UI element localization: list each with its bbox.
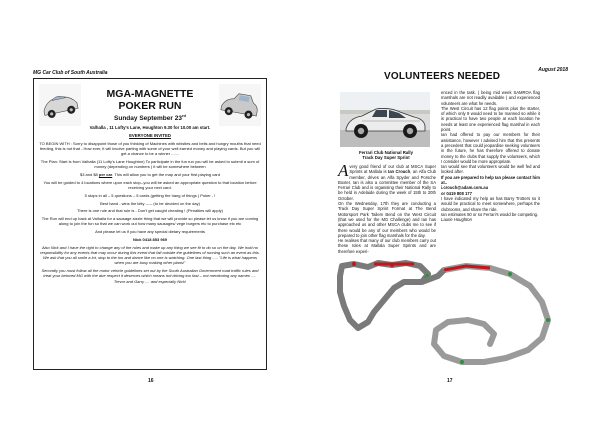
poker-run-poster bbox=[33, 78, 267, 370]
poster-best-hand: Best hand - wins the kitty ----- (to be decided on the day) bbox=[100, 200, 200, 206]
ferrari-photo bbox=[340, 92, 430, 147]
caption-line1: Ferrari Club National Rally bbox=[359, 150, 413, 155]
poster-stops: 5 stops in all – 5 questions – 5 cards (getting the hang of things ) Poker - ! bbox=[84, 192, 216, 198]
west-circuit-map bbox=[334, 258, 556, 372]
poster-venue: Valhalla , 11 Lofty's Lane, Houghton 9.30 for 10.00 am start. bbox=[89, 125, 211, 131]
magnette-car-image-right bbox=[219, 84, 261, 126]
contact-phone: or 0419 808 177 bbox=[441, 190, 472, 196]
contact-email[interactable]: i.crouch@adam.com.au bbox=[441, 185, 489, 191]
page-number-right: 17 bbox=[447, 378, 453, 384]
poster-locations: You will be guided to 4 locations where upon each stop--you will be asked an appropriate question to that location before receiving your next card. bbox=[43, 179, 257, 190]
para1-start: very good friend of our club at MSCA Super Sprints at Mallala is bbox=[349, 164, 436, 175]
article-title: VOLUNTEERS NEEDED bbox=[384, 71, 501, 82]
poster-disclaimer: Also Nick and I have the right to change any of the rules and make up any thing we see fit to do so on the day. We hold no responsibility for any events that may occur during this event that fall outside the guidelines of running such an event as this. We ask that you all smile a lot, stop to the loo and dance like no one is watching. One last thing ..... "Life is what happens when you are busy making other plans!" bbox=[40, 244, 260, 266]
contact-request bbox=[441, 175, 540, 196]
drop-cap: A bbox=[338, 161, 349, 180]
poster-intro: TO BEGIN WITH : Sorry to disappoint those of you thinking of Machines with whistles and bells and hungry mouths that need feeding, this is not that - How ever, it will involve parting with some of your well earned money and playing cards. But you will get a chance to be a winner ....... bbox=[39, 140, 261, 157]
photo-caption bbox=[338, 150, 434, 161]
issue-date-header: August 2018 bbox=[538, 67, 568, 73]
article-para-3: He realises that many of our club members carry out these roles at Mallala Super Sprints and are therefore experi- bbox=[338, 238, 436, 254]
article-para-8: I have indicated my help as has Barry Trotters so it would be practical to meet somewhere, perhaps the clubrooms, and share the ride. bbox=[441, 195, 540, 212]
caption-line2: Track Day Super Sprint bbox=[362, 155, 410, 161]
poster-rule: There is one rule and that rule is - Don't get caught cheating ! (Penalties will apply) bbox=[77, 208, 223, 214]
para1-end: , an Alfa Club member, drives an Alfa Spyder and Porsche Boxter. Ian is also a committee member of the SA Ferrari Club and is organising their National Rally to be held in Adelaide during the week of 15th to 20th October. bbox=[338, 169, 436, 201]
article-para-1 bbox=[338, 161, 436, 201]
article-para-4: enced in the task. ( being mid week SAMROA flag marshals are not readily available ) and experienced volunteers are what he needs. bbox=[441, 90, 540, 106]
poster-cost-rest: . This will allow you to get the map and your first playing card bbox=[112, 171, 220, 177]
article-para-9: Ian estimates 50 or so Ferrari's would be competing. bbox=[441, 211, 539, 217]
poster-cost-per-car: per car bbox=[98, 171, 113, 177]
ian-crouch-name: Ian Crouch bbox=[388, 169, 411, 175]
poster-plan: The Plan: Start is from Valhalla (11 Lofty's Lane Houghton) To participate in the fun run you will be asked to submit a sum of money (depending on numbers ) it will be somewhere between bbox=[40, 158, 260, 170]
poster-road-rules: Secondly you must follow all the motor vehicle guidelines set out by the South Australian Government road traffic rules and treat your beloved MG with the due respect it deserves which means not driving too fast – not mentioning any names ..... Trevor and Garry .... and especially Nick! bbox=[41, 268, 259, 284]
poster-cost-amount: $3 and $8 bbox=[79, 171, 99, 177]
poster-title-line2: POKER RUN bbox=[118, 100, 182, 112]
article-column-a bbox=[338, 161, 436, 254]
article-para-6: Ian had offered to pay our members for their assistance, however I advised him that this presents a precedent that could jeopardise seeking volunteers in the future, he has therefore offered to donate money to the clubs that supply the volunteers, which I consider would be more appropriate. bbox=[441, 132, 540, 164]
poster-dietary: And please let us if you have any special dietary requirements bbox=[95, 229, 205, 235]
poster-title-line1: MGA-MAGNETTE bbox=[106, 88, 194, 100]
poster-sausage-sizzle: The Run will end up back at Valhalla for a sausage sizzle thing that we will provide so please let us know if you are coming along to join the fun so that we can work out how many sausages/ vege burgers etc to purchase etc etc bbox=[41, 216, 259, 227]
poster-everyone-invited: EVERYONE INVITED bbox=[129, 133, 171, 139]
poster-date-main: Sunday September 23 bbox=[114, 115, 182, 123]
poster-date-suffix: rd bbox=[181, 113, 186, 118]
article-para-2: On the Wednesday, 17th they are conducting a Track Day Super Sprint Format at The Bend Motorsport Park Tailem Bend on the West Circuit (that we used for the MG Challenge) and Ian has approached us and other MSCA clubs me to see if there would be any of our members who would be prepared to join other flag marshals for the day. bbox=[338, 201, 436, 238]
page-number-left: 16 bbox=[148, 378, 154, 384]
poster-cost bbox=[39, 172, 261, 177]
club-header: MG Car Club of South Australia bbox=[33, 70, 108, 76]
author-signature: Laurie Houghton bbox=[441, 217, 472, 223]
contact-intro: If you are prepared to help Ian please contact him at.. bbox=[441, 174, 540, 186]
poster-contact: Nick 0418 853 969 bbox=[132, 236, 168, 242]
mga-car-image-left bbox=[39, 84, 81, 126]
article-column-b bbox=[441, 90, 540, 222]
article-para-7: Ian would see that volunteers would be well fed and looked after. bbox=[441, 164, 540, 175]
article-para-5: The West Circuit has 12 flag points plus the starter, of which only 9 would need to be manned so while it is practical to have two people at each location he needs at least one experienced flag marshal in each point. bbox=[441, 105, 540, 133]
